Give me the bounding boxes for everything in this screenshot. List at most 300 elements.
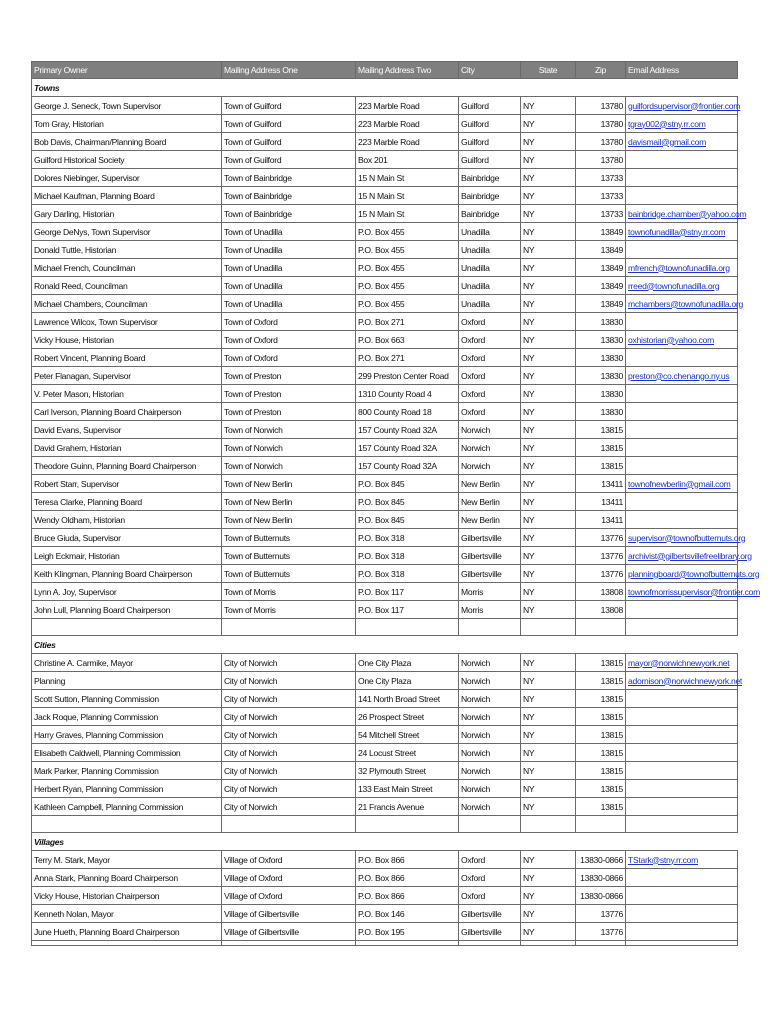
owner-cell: Gary Darling, Historian [32, 205, 222, 223]
state-cell: NY [521, 277, 576, 295]
zip-cell: 13815 [576, 672, 626, 690]
address-one-cell: Village of Oxford [222, 887, 356, 905]
section-header-row [32, 79, 738, 97]
state-cell: NY [521, 187, 576, 205]
city-cell: Oxford [459, 403, 521, 421]
section-title: Villages [32, 833, 738, 851]
state-cell: NY [521, 331, 576, 349]
email-cell [626, 780, 738, 798]
state-cell: NY [521, 169, 576, 187]
address-two-cell: P.O. Box 455 [356, 277, 459, 295]
zip-cell: 13830-0866 [576, 869, 626, 887]
state-cell: NY [521, 97, 576, 115]
email-link[interactable]: supervisor@townofbutternuts.org [626, 529, 738, 547]
email-link[interactable]: rreed@townofunadilla.org [626, 277, 738, 295]
city-cell: Unadilla [459, 223, 521, 241]
state-cell: NY [521, 241, 576, 259]
address-one-cell: Town of Norwich [222, 457, 356, 475]
zip-cell: 13815 [576, 421, 626, 439]
address-one-cell: City of Norwich [222, 744, 356, 762]
address-one-cell: Town of Unadilla [222, 295, 356, 313]
table-row [32, 169, 738, 187]
city-cell: Guilford [459, 133, 521, 151]
address-one-cell: Town of Butternuts [222, 529, 356, 547]
owner-cell: Kathleen Campbell, Planning Commission [32, 798, 222, 816]
address-two-cell: 299 Preston Center Road [356, 367, 459, 385]
email-link[interactable]: tgray002@stny.rr.com [626, 115, 738, 133]
state-cell: NY [521, 475, 576, 493]
zip-cell: 13815 [576, 439, 626, 457]
address-two-cell: P.O. Box 455 [356, 259, 459, 277]
address-two-cell: P.O. Box 866 [356, 851, 459, 869]
address-two-cell: 1310 County Road 4 [356, 385, 459, 403]
email-cell [626, 601, 738, 619]
table-row [32, 547, 738, 565]
table-row [32, 887, 738, 905]
table-row [32, 475, 738, 493]
address-two-cell: P.O. Box 117 [356, 601, 459, 619]
email-cell [626, 744, 738, 762]
email-cell [626, 690, 738, 708]
empty-cell [576, 816, 626, 833]
address-two-cell: P.O. Box 455 [356, 223, 459, 241]
city-cell: Gilbertsville [459, 905, 521, 923]
empty-cell [356, 619, 459, 636]
address-two-cell: P.O. Box 146 [356, 905, 459, 923]
zip-cell: 13776 [576, 565, 626, 583]
section-header-row [32, 833, 738, 851]
table-row [32, 726, 738, 744]
table-row [32, 421, 738, 439]
state-cell: NY [521, 672, 576, 690]
table-row [32, 457, 738, 475]
email-cell [626, 726, 738, 744]
email-link[interactable]: townofnewberlin@gmail.com [626, 475, 738, 493]
state-cell: NY [521, 259, 576, 277]
city-cell: Oxford [459, 367, 521, 385]
address-two-cell: 141 North Broad Street [356, 690, 459, 708]
owner-cell: Michael French, Councilman [32, 259, 222, 277]
state-cell: NY [521, 851, 576, 869]
header-state: State [521, 62, 576, 79]
owner-cell: Carl Iverson, Planning Board Chairperson [32, 403, 222, 421]
table-row [32, 331, 738, 349]
address-one-cell: Town of Unadilla [222, 277, 356, 295]
owner-cell: Wendy Oldham, Historian [32, 511, 222, 529]
spacer-row [32, 619, 738, 636]
empty-cell [521, 619, 576, 636]
city-cell: Bainbridge [459, 169, 521, 187]
address-one-cell: City of Norwich [222, 762, 356, 780]
owner-cell: Jack Roque, Planning Commission [32, 708, 222, 726]
empty-cell [32, 816, 222, 833]
email-link[interactable]: davismail@gmail.com [626, 133, 738, 151]
owner-cell: Christine A. Carmike, Mayor [32, 654, 222, 672]
table-row [32, 223, 738, 241]
owner-cell: Dolores Niebinger, Supervisor [32, 169, 222, 187]
address-one-cell: City of Norwich [222, 672, 356, 690]
empty-cell [459, 816, 521, 833]
city-cell: Oxford [459, 851, 521, 869]
address-two-cell: 15 N Main St [356, 187, 459, 205]
zip-cell: 13815 [576, 708, 626, 726]
email-link[interactable]: townofmorrissupervisor@frontier.com [626, 583, 738, 601]
table-row [32, 851, 738, 869]
empty-cell [356, 816, 459, 833]
city-cell: Oxford [459, 349, 521, 367]
owner-cell: June Hueth, Planning Board Chairperson [32, 923, 222, 941]
email-cell [626, 439, 738, 457]
table-row [32, 151, 738, 169]
empty-cell [576, 941, 626, 946]
table-row [32, 762, 738, 780]
address-one-cell: Town of Guilford [222, 115, 356, 133]
state-cell: NY [521, 457, 576, 475]
address-two-cell: One City Plaza [356, 672, 459, 690]
empty-cell [576, 619, 626, 636]
address-two-cell: 133 East Main Street [356, 780, 459, 798]
state-cell: NY [521, 923, 576, 941]
state-cell: NY [521, 690, 576, 708]
address-two-cell: P.O. Box 845 [356, 511, 459, 529]
state-cell: NY [521, 385, 576, 403]
owner-cell: Peter Flanagan, Supervisor [32, 367, 222, 385]
email-link[interactable]: oxhistorian@yahoo.com [626, 331, 738, 349]
section-header-row [32, 636, 738, 654]
zip-cell: 13411 [576, 475, 626, 493]
address-one-cell: Village of Gilbertsville [222, 923, 356, 941]
address-one-cell: Town of New Berlin [222, 475, 356, 493]
header-mailing-address-two: Mailing Address Two [356, 62, 459, 79]
email-link[interactable]: townofunadilla@stny.rr.com [626, 223, 738, 241]
owner-cell: Planning [32, 672, 222, 690]
address-two-cell: 223 Marble Road [356, 133, 459, 151]
state-cell: NY [521, 744, 576, 762]
zip-cell: 13780 [576, 151, 626, 169]
empty-cell [356, 941, 459, 946]
city-cell: Morris [459, 583, 521, 601]
owner-cell: Elisabeth Caldwell, Planning Commission [32, 744, 222, 762]
table-row [32, 565, 738, 583]
address-two-cell: 54 Mitchell Street [356, 726, 459, 744]
zip-cell: 13411 [576, 493, 626, 511]
zip-cell: 13780 [576, 115, 626, 133]
owner-cell: Guilford Historical Society [32, 151, 222, 169]
owner-cell: Terry M. Stark, Mayor [32, 851, 222, 869]
owner-cell: Michael Kaufman, Planning Board [32, 187, 222, 205]
table-row [32, 277, 738, 295]
table-bottom-row [32, 941, 738, 946]
table-row [32, 493, 738, 511]
state-cell: NY [521, 601, 576, 619]
header-primary-owner: Primary Owner [32, 62, 222, 79]
email-cell [626, 798, 738, 816]
header-zip: Zip [576, 62, 626, 79]
empty-cell [459, 941, 521, 946]
address-one-cell: Town of New Berlin [222, 511, 356, 529]
address-one-cell: Town of Norwich [222, 439, 356, 457]
owner-cell: Teresa Clarke, Planning Board [32, 493, 222, 511]
address-two-cell: P.O. Box 318 [356, 547, 459, 565]
city-cell: Unadilla [459, 259, 521, 277]
address-two-cell: 15 N Main St [356, 169, 459, 187]
email-cell [626, 385, 738, 403]
address-one-cell: Town of Oxford [222, 313, 356, 331]
empty-cell [222, 816, 356, 833]
address-two-cell: P.O. Box 318 [356, 529, 459, 547]
city-cell: Oxford [459, 331, 521, 349]
address-one-cell: City of Norwich [222, 654, 356, 672]
city-cell: Norwich [459, 708, 521, 726]
table-row [32, 798, 738, 816]
owner-cell: Anna Stark, Planning Board Chairperson [32, 869, 222, 887]
state-cell: NY [521, 439, 576, 457]
city-cell: Norwich [459, 672, 521, 690]
address-two-cell: 24 Locust Street [356, 744, 459, 762]
address-two-cell: P.O. Box 271 [356, 313, 459, 331]
email-cell [626, 511, 738, 529]
address-two-cell: 26 Prospect Street [356, 708, 459, 726]
city-cell: Gilbertsville [459, 547, 521, 565]
table-row [32, 385, 738, 403]
address-two-cell: P.O. Box 845 [356, 475, 459, 493]
city-cell: Oxford [459, 887, 521, 905]
email-cell [626, 493, 738, 511]
state-cell: NY [521, 583, 576, 601]
table-row [32, 133, 738, 151]
state-cell: NY [521, 511, 576, 529]
zip-cell: 13849 [576, 277, 626, 295]
email-link[interactable]: bainbridge.chamber@yahoo.com [626, 205, 738, 223]
zip-cell: 13815 [576, 654, 626, 672]
zip-cell: 13849 [576, 241, 626, 259]
address-one-cell: City of Norwich [222, 690, 356, 708]
empty-cell [626, 941, 738, 946]
email-cell [626, 905, 738, 923]
address-two-cell: P.O. Box 663 [356, 331, 459, 349]
city-cell: Norwich [459, 690, 521, 708]
email-link[interactable]: archivist@gilbertsvillefreelibrary.org [626, 547, 738, 565]
email-link[interactable]: guilfordsupervisor@frontier.com [626, 97, 738, 115]
address-one-cell: City of Norwich [222, 798, 356, 816]
state-cell: NY [521, 547, 576, 565]
contact-spreadsheet [31, 61, 760, 946]
city-cell: Bainbridge [459, 187, 521, 205]
zip-cell: 13815 [576, 798, 626, 816]
owner-cell: Leigh Eckmair, Historian [32, 547, 222, 565]
state-cell: NY [521, 762, 576, 780]
address-two-cell: 157 County Road 32A [356, 439, 459, 457]
email-cell [626, 169, 738, 187]
address-one-cell: Village of Oxford [222, 851, 356, 869]
email-link[interactable]: mchambers@townofunadilla.org [626, 295, 738, 313]
owner-cell: Mark Parker, Planning Commission [32, 762, 222, 780]
address-one-cell: Town of Guilford [222, 133, 356, 151]
address-two-cell: P.O. Box 845 [356, 493, 459, 511]
email-link[interactable]: adornison@norwichnewyork.net [626, 672, 738, 690]
address-two-cell: P.O. Box 271 [356, 349, 459, 367]
address-two-cell: P.O. Box 117 [356, 583, 459, 601]
email-link[interactable]: planningboard@townofbutternuts.org [626, 565, 738, 583]
table-row [32, 259, 738, 277]
empty-cell [222, 941, 356, 946]
header-city: City [459, 62, 521, 79]
zip-cell: 13830-0866 [576, 851, 626, 869]
owner-cell: Herbert Ryan, Planning Commission [32, 780, 222, 798]
email-link[interactable]: preston@co.chenango.ny.us [626, 367, 738, 385]
empty-cell [626, 816, 738, 833]
email-cell [626, 187, 738, 205]
empty-cell [32, 941, 222, 946]
zip-cell: 13780 [576, 97, 626, 115]
table-row [32, 295, 738, 313]
zip-cell: 13815 [576, 762, 626, 780]
address-one-cell: Town of Norwich [222, 421, 356, 439]
zip-cell: 13815 [576, 457, 626, 475]
state-cell: NY [521, 223, 576, 241]
email-cell [626, 887, 738, 905]
zip-cell: 13830 [576, 385, 626, 403]
owner-cell: Tom Gray, Historian [32, 115, 222, 133]
email-cell [626, 869, 738, 887]
zip-cell: 13830 [576, 331, 626, 349]
spacer-row [32, 816, 738, 833]
address-one-cell: Village of Gilbertsville [222, 905, 356, 923]
city-cell: Norwich [459, 798, 521, 816]
email-cell [626, 403, 738, 421]
city-cell: Norwich [459, 762, 521, 780]
owners-table [31, 61, 760, 946]
zip-cell: 13815 [576, 690, 626, 708]
owner-cell: George J. Seneck, Town Supervisor [32, 97, 222, 115]
table-row [32, 923, 738, 941]
city-cell: Norwich [459, 726, 521, 744]
city-cell: Guilford [459, 151, 521, 169]
zip-cell: 13776 [576, 547, 626, 565]
address-two-cell: 21 Francis Avenue [356, 798, 459, 816]
state-cell: NY [521, 115, 576, 133]
address-one-cell: Town of Preston [222, 403, 356, 421]
city-cell: Morris [459, 601, 521, 619]
empty-cell [521, 941, 576, 946]
city-cell: Unadilla [459, 277, 521, 295]
state-cell: NY [521, 295, 576, 313]
zip-cell: 13733 [576, 205, 626, 223]
owner-cell: Lawrence Wilcox, Town Supervisor [32, 313, 222, 331]
email-cell [626, 421, 738, 439]
email-link[interactable]: TStark@stny.rr.com [626, 851, 738, 869]
state-cell: NY [521, 529, 576, 547]
address-two-cell: 32 Plymouth Street [356, 762, 459, 780]
owner-cell: Kenneth Nolan, Mayor [32, 905, 222, 923]
address-one-cell: Town of Preston [222, 367, 356, 385]
empty-cell [626, 619, 738, 636]
section-title: Cities [32, 636, 738, 654]
address-one-cell: City of Norwich [222, 780, 356, 798]
state-cell: NY [521, 780, 576, 798]
zip-cell: 13830 [576, 403, 626, 421]
owner-cell: Ronald Reed, Councilman [32, 277, 222, 295]
header-row [32, 62, 738, 79]
zip-cell: 13815 [576, 744, 626, 762]
owner-cell: Keith Klingman, Planning Board Chairperson [32, 565, 222, 583]
table-row [32, 349, 738, 367]
owner-cell: Michael Chambers, Councilman [32, 295, 222, 313]
zip-cell: 13733 [576, 169, 626, 187]
state-cell: NY [521, 887, 576, 905]
owner-cell: Bob Davis, Chairman/Planning Board [32, 133, 222, 151]
city-cell: New Berlin [459, 493, 521, 511]
address-two-cell: P.O. Box 455 [356, 241, 459, 259]
state-cell: NY [521, 726, 576, 744]
owner-cell: Vicky House, Historian [32, 331, 222, 349]
email-link[interactable]: mfrench@townofunadilla.org [626, 259, 738, 277]
email-cell [626, 708, 738, 726]
state-cell: NY [521, 205, 576, 223]
empty-cell [222, 619, 356, 636]
zip-cell: 13776 [576, 529, 626, 547]
city-cell: Oxford [459, 313, 521, 331]
address-one-cell: Village of Oxford [222, 869, 356, 887]
city-cell: Norwich [459, 421, 521, 439]
address-two-cell: P.O. Box 866 [356, 887, 459, 905]
header-mailing-address-one: Mailing Address One [222, 62, 356, 79]
city-cell: New Berlin [459, 511, 521, 529]
email-cell [626, 241, 738, 259]
state-cell: NY [521, 421, 576, 439]
address-one-cell: Town of Butternuts [222, 565, 356, 583]
address-two-cell: P.O. Box 866 [356, 869, 459, 887]
zip-cell: 13776 [576, 905, 626, 923]
zip-cell: 13808 [576, 583, 626, 601]
zip-cell: 13411 [576, 511, 626, 529]
table-row [32, 439, 738, 457]
zip-cell: 13780 [576, 133, 626, 151]
address-one-cell: Town of Oxford [222, 331, 356, 349]
empty-cell [459, 619, 521, 636]
city-cell: Gilbertsville [459, 923, 521, 941]
table-row [32, 654, 738, 672]
zip-cell: 13849 [576, 259, 626, 277]
email-link[interactable]: mayor@norwichnewyork.net [626, 654, 738, 672]
city-cell: Unadilla [459, 241, 521, 259]
table-row [32, 313, 738, 331]
zip-cell: 13849 [576, 295, 626, 313]
zip-cell: 13849 [576, 223, 626, 241]
state-cell: NY [521, 869, 576, 887]
state-cell: NY [521, 905, 576, 923]
state-cell: NY [521, 313, 576, 331]
zip-cell: 13808 [576, 601, 626, 619]
address-two-cell: Box 201 [356, 151, 459, 169]
table-row [32, 780, 738, 798]
city-cell: Norwich [459, 439, 521, 457]
owner-cell: Vicky House, Historian Chairperson [32, 887, 222, 905]
city-cell: Unadilla [459, 295, 521, 313]
address-one-cell: Town of Bainbridge [222, 187, 356, 205]
email-cell [626, 762, 738, 780]
owner-cell: Donald Tuttle, Historian [32, 241, 222, 259]
address-two-cell: 223 Marble Road [356, 97, 459, 115]
city-cell: Oxford [459, 385, 521, 403]
state-cell: NY [521, 151, 576, 169]
table-row [32, 690, 738, 708]
zip-cell: 13815 [576, 726, 626, 744]
owner-cell: Scott Sutton, Planning Commission [32, 690, 222, 708]
email-cell [626, 349, 738, 367]
owner-cell: Robert Starr, Supervisor [32, 475, 222, 493]
owner-cell: David Evans, Supervisor [32, 421, 222, 439]
